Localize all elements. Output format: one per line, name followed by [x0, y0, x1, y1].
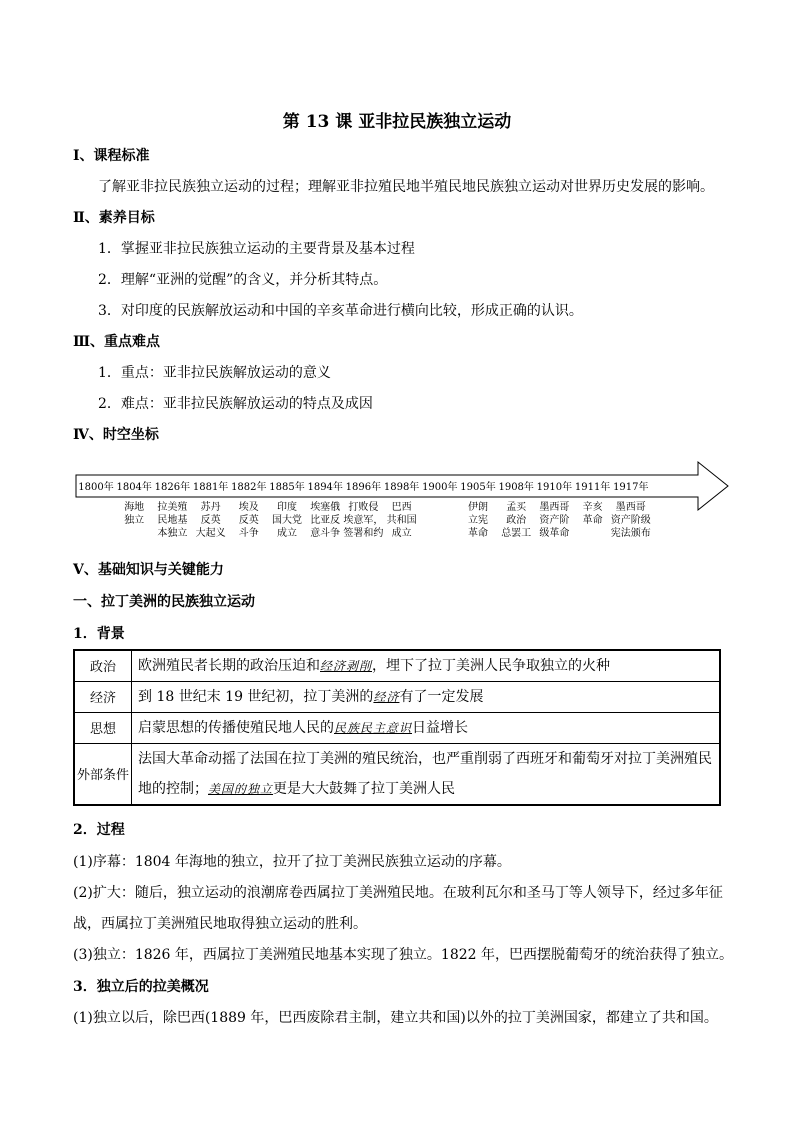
timeline-year: 1804年 [116, 482, 152, 493]
timeline-event-label: 民地基 [157, 515, 188, 526]
timeline-event-label: 签署和约 [343, 528, 384, 539]
timeline-event-label: 意斗争 [310, 528, 341, 539]
timeline-event-label: 伊朗 [468, 502, 488, 513]
table-row [74, 712, 720, 743]
section-heading-timeline: Ⅳ、时空坐标 [73, 427, 159, 443]
section-heading-goals: Ⅱ、素养目标 [73, 210, 155, 226]
timeline-event-label: 埃及 [238, 502, 259, 513]
timeline-year: 1882年 [231, 482, 267, 493]
process-heading: 2．过程 [73, 822, 125, 838]
timeline-event-label: 革命 [468, 528, 488, 539]
timeline-year: 1910年 [536, 482, 573, 493]
timeline-event-label: 立宪 [468, 515, 488, 526]
row-key: 外部条件 [74, 743, 132, 805]
timeline-event-label: 墨西哥 [615, 502, 646, 513]
timeline-event-label: 革命 [582, 515, 603, 526]
timeline-year: 1911年 [574, 482, 611, 493]
timeline-year: 1905年 [460, 482, 496, 493]
timeline-event-label: 共和国 [386, 515, 417, 526]
timeline-event-label: 国大党 [272, 515, 302, 526]
timeline-event-label: 孟买 [506, 502, 527, 513]
process-paragraph: (3)独立：1826 年，西属拉丁美洲殖民地基本实现了独立。1822 年，巴西摆脱葡萄牙的统治获得了独立。 [73, 947, 733, 963]
goal-item: 1．掌握亚非拉民族独立运动的主要背景及基本过程 [98, 241, 415, 257]
after-independence-heading: 3．独立后的拉美概况 [73, 979, 209, 995]
table-row [74, 681, 720, 712]
process-paragraph: (2)扩大：随后，独立运动的浪潮席卷西属拉丁美洲殖民地。在玻利瓦尔和圣马丁等人领导下，经过多年征 [73, 885, 723, 901]
row-key: 思想 [74, 712, 132, 743]
timeline-event-label: 斗争 [238, 528, 259, 539]
table-row [74, 743, 720, 805]
timeline-year: 1800年 [78, 482, 114, 493]
timeline-event-label: 级革命 [539, 528, 570, 539]
row-value: 到 18 世纪末 19 世纪初，拉丁美洲的经济有了一定发展 [132, 681, 721, 712]
row-value: 欧洲殖民者长期的政治压迫和经济剥削，埋下了拉丁美洲人民争取独立的火种 [132, 650, 721, 681]
timeline-year: 1896年 [345, 482, 382, 493]
section-heading-key-points: Ⅲ、重点难点 [73, 334, 161, 350]
timeline-year: 1881年 [192, 482, 229, 493]
timeline-event-label: 反英 [238, 515, 259, 526]
table-row [74, 650, 720, 681]
timeline-year: 1898年 [383, 482, 420, 493]
timeline-arrow [72, 459, 732, 549]
standards-text: 了解亚非拉民族独立运动的过程；理解亚非拉殖民地半殖民地民族独立运动对世界历史发展的影响。 [98, 179, 714, 195]
timeline-event-label: 政治 [506, 515, 527, 526]
row-key: 政治 [74, 650, 132, 681]
row-value: 启蒙思想的传播使殖民地人民的民族民主意识日益增长 [132, 712, 721, 743]
timeline-event-label: 宪法颁布 [610, 528, 651, 539]
timeline-event-label: 海地 [124, 502, 145, 513]
timeline-event-label: 资产阶级 [610, 515, 651, 526]
section-heading-standards: Ⅰ、课程标准 [73, 148, 150, 164]
process-paragraph: 战，西属拉丁美洲殖民地取得独立运动的胜利。 [73, 916, 367, 932]
timeline-event-label: 印度 [277, 502, 297, 513]
timeline-event-label: 巴西 [391, 502, 412, 513]
key-point-item: 2．难点：亚非拉民族解放运动的特点及成因 [98, 396, 373, 412]
key-point-item: 1．重点：亚非拉民族解放运动的意义 [98, 365, 331, 381]
timeline-event-label: 大起义 [195, 528, 226, 539]
background-table [73, 649, 721, 806]
handwritten-answer: 美国的独立 [208, 781, 274, 796]
timeline-year: 1900年 [422, 482, 458, 493]
handwritten-answer: 经济 [373, 689, 400, 704]
timeline-event-label: 墨西哥 [539, 502, 570, 513]
timeline-event-label: 资产阶 [539, 515, 570, 526]
handwritten-answer: 民族民主意识 [334, 720, 413, 735]
timeline-event-label: 埃塞俄 [310, 502, 341, 513]
timeline-year: 1885年 [269, 482, 305, 493]
timeline-event-label: 拉美殖 [157, 502, 188, 513]
after-independence-paragraph: (1)独立以后，除巴西(1889 年，巴西废除君主制，建立共和国)以外的拉丁美洲国家，都建立了共和国。 [73, 1010, 718, 1026]
timeline-year: 1894年 [307, 482, 343, 493]
timeline-event-label: 总罢工 [501, 528, 532, 539]
row-key: 经济 [74, 681, 132, 712]
background-heading: 1．背景 [73, 626, 125, 642]
timeline-event-label: 本独立 [157, 528, 188, 539]
timeline-event-label: 埃意军， [343, 515, 384, 526]
timeline-event-label: 打败侵 [348, 502, 379, 513]
handwritten-answer: 经济剥削 [320, 658, 373, 673]
row-value: 法国大革命动摇了法国在拉丁美洲的殖民统治，也严重削弱了西班牙和葡萄牙对拉丁美洲殖民地的控制；美国的独立更是大大鼓舞了拉丁美洲人民 [132, 743, 721, 805]
part-heading-latin-america: 一、拉丁美洲的民族独立运动 [73, 594, 255, 610]
timeline-year: 1908年 [498, 482, 534, 493]
process-paragraph: (1)序幕：1804 年海地的独立，拉开了拉丁美洲民族独立运动的序幕。 [73, 854, 511, 870]
goal-item: 3．对印度的民族解放运动和中国的辛亥革命进行横向比较，形成正确的认识。 [98, 303, 583, 319]
timeline-event-label: 成立 [277, 528, 297, 539]
section-heading-knowledge: Ⅴ、基础知识与关键能力 [73, 562, 224, 578]
goal-item: 2．理解“亚洲的觉醒”的含义，并分析其特点。 [98, 272, 388, 288]
timeline-event-label: 成立 [391, 528, 412, 539]
timeline-year: 1826年 [154, 482, 191, 493]
timeline-event-label: 反英 [200, 515, 221, 526]
timeline-event-label: 独立 [124, 515, 145, 526]
timeline-event-label: 比亚反 [310, 515, 341, 526]
timeline [72, 459, 732, 549]
timeline-event-label: 辛亥 [582, 502, 603, 513]
page-title: 第 13 课 亚非拉民族独立运动 [282, 112, 512, 132]
timeline-event-label: 苏丹 [200, 502, 221, 513]
timeline-year: 1917年 [613, 482, 649, 493]
